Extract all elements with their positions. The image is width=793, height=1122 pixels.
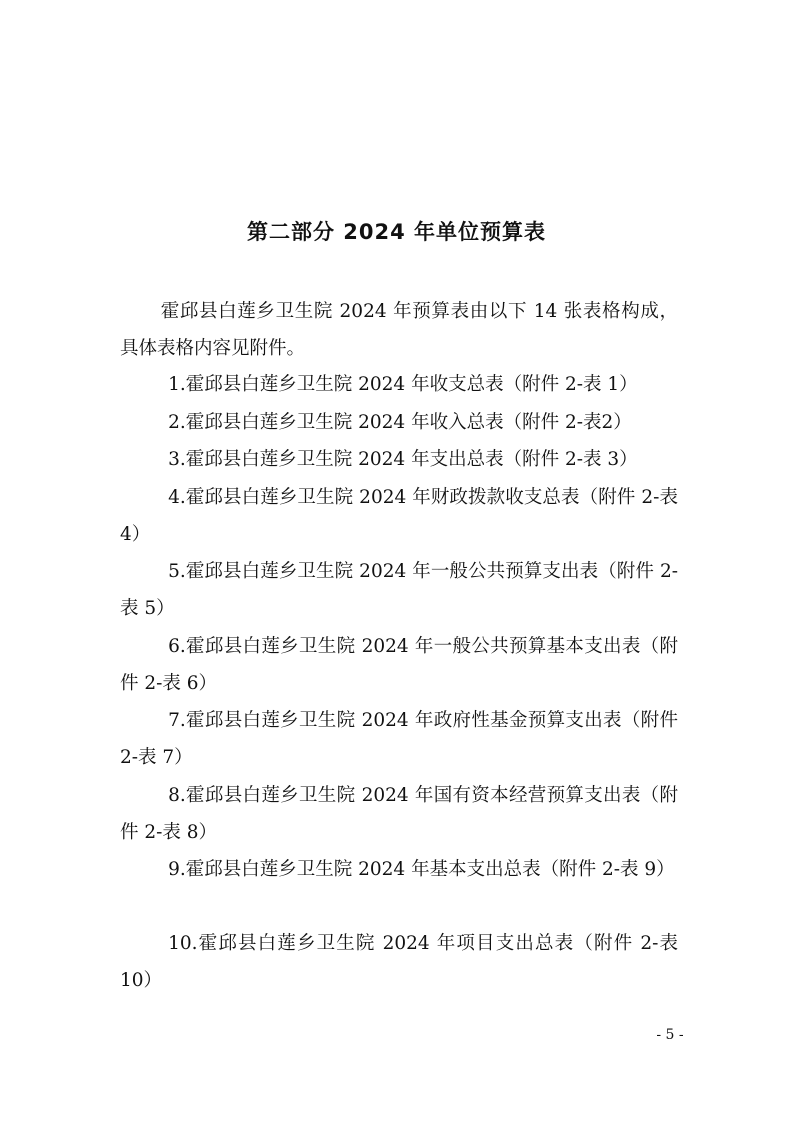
list-item: 1.霍邱县白莲乡卫生院 2024 年收支总表（附件 2-表 1）	[168, 374, 638, 395]
page-title: 第二部分 2024 年单位预算表	[246, 220, 547, 244]
list-item: 6.霍邱县白莲乡卫生院 2024 年一般公共预算基本支出表（附件 2-表 6）	[120, 636, 678, 694]
page-number: - 5 -	[656, 1027, 684, 1043]
list-item: 4.霍邱县白莲乡卫生院 2024 年财政拨款收支总表（附件 2-表 4）	[120, 487, 678, 545]
list-item: 5.霍邱县白莲乡卫生院 2024 年一般公共预算支出表（附件 2-表 5）	[120, 561, 678, 619]
list-item: 3.霍邱县白莲乡卫生院 2024 年支出总表（附件 2-表 3）	[168, 449, 638, 470]
list-item: 2.霍邱县白莲乡卫生院 2024 年收入总表（附件 2-表2）	[168, 412, 632, 433]
intro-paragraph: 霍邱县白莲乡卫生院 2024 年预算表由以下 14 张表格构成，具体表格内容见附件。	[120, 301, 678, 359]
list-item: 8.霍邱县白莲乡卫生院 2024 年国有资本经营预算支出表（附件 2-表 8）	[120, 785, 678, 843]
list-item: 10.霍邱县白莲乡卫生院 2024 年项目支出总表（附件 2-表 10）	[120, 933, 678, 991]
list-item: 9.霍邱县白莲乡卫生院 2024 年基本支出总表（附件 2-表 9）	[168, 859, 675, 880]
list-item: 7.霍邱县白莲乡卫生院 2024 年政府性基金预算支出表（附件 2-表 7）	[120, 710, 678, 768]
